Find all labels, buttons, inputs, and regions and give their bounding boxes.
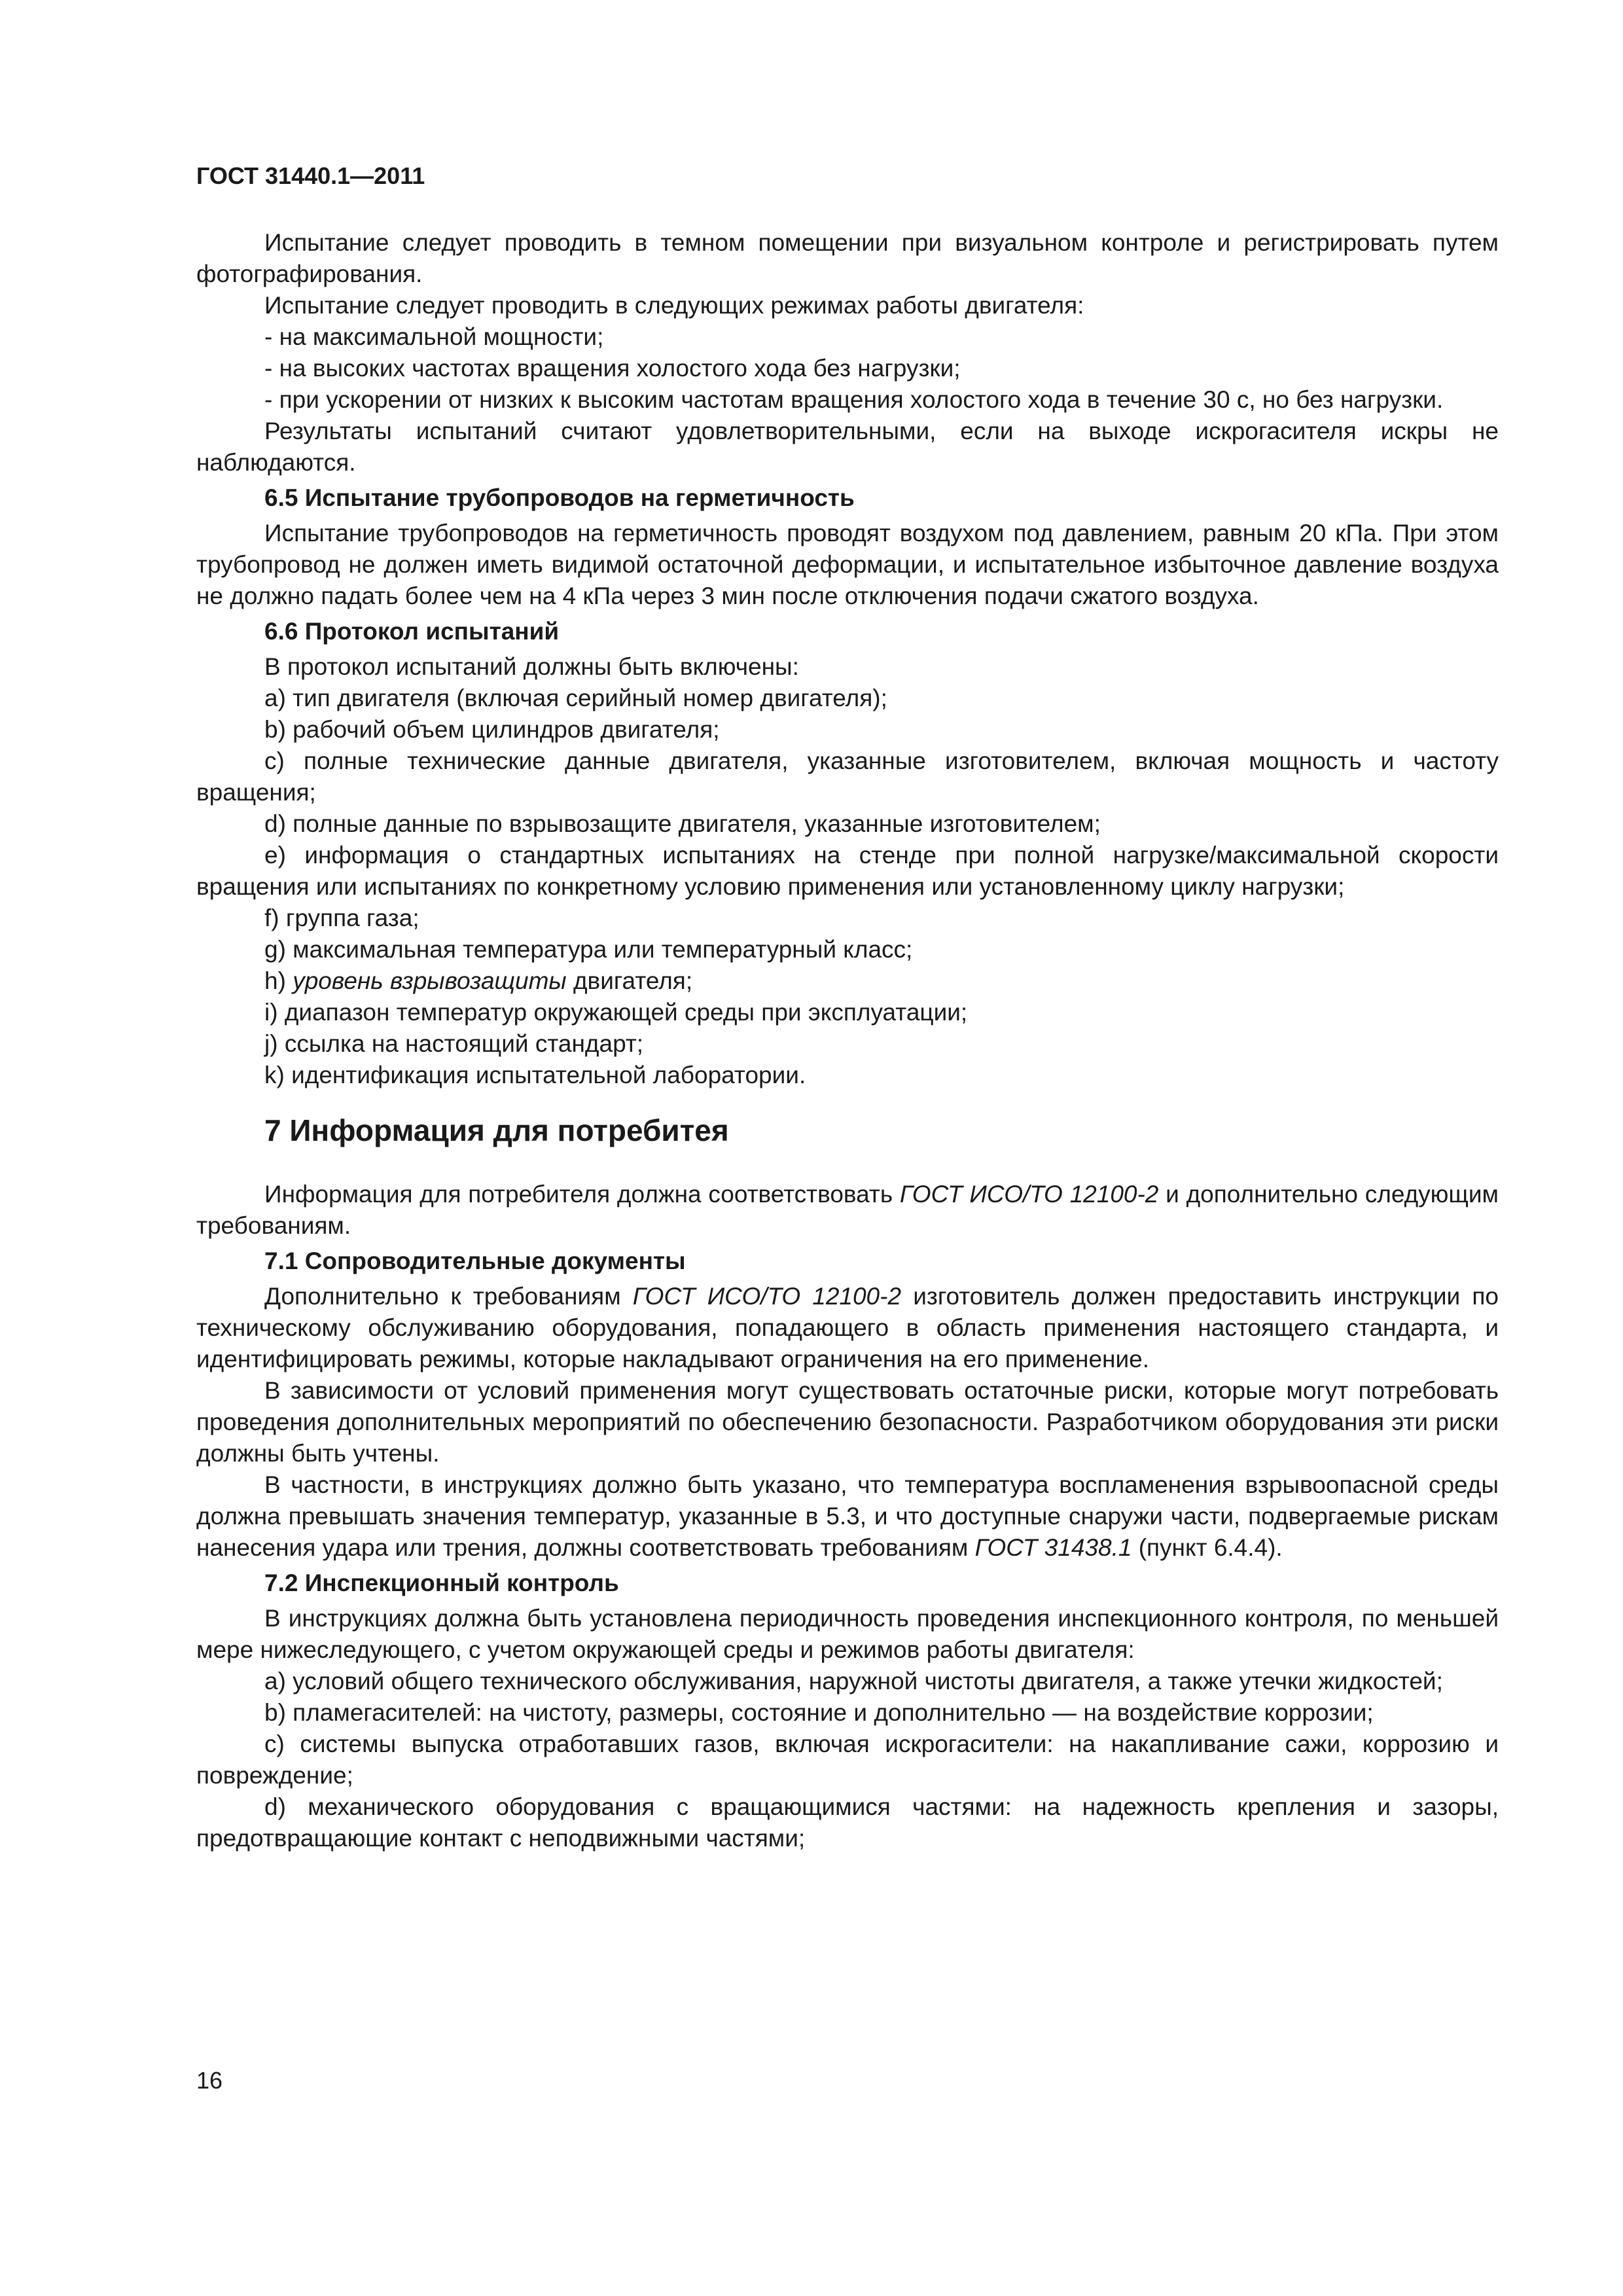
section-heading-7-1: 7.1 Сопроводительные документы: [264, 1247, 686, 1274]
list-item: [196, 965, 1499, 997]
section-heading-6-5: 6.5 Испытание трубопроводов на герметичность: [264, 484, 855, 511]
standard-reference: ГОСТ 31438.1: [974, 1534, 1132, 1561]
italic-term: уровень взрывозащиты: [293, 967, 567, 994]
text-run: Информация для потребителя должна соответствовать: [264, 1181, 900, 1208]
text-run: изготовитель должен предоставить инструкции по техническому обслуживанию оборудования, попадающего в область применения настоящего стандарта, и идентифицировать режимы, которые накладывают ограничения на его применение.: [196, 1283, 1499, 1372]
paragraph: В инструкциях должна быть установлена периодичность проведения инспекционного контроля, по меньшей мере нижеследующего, с учетом окружающей среды и режимов работы двигателя:: [196, 1605, 1499, 1663]
text-run: и дополнительно следующим требованиям.: [196, 1181, 1499, 1239]
paragraph: В протокол испытаний должны быть включены:: [264, 653, 799, 680]
list-item: k) идентификация испытательной лаборатории.: [264, 1062, 806, 1088]
paragraph: Испытание трубопроводов на герметичность проводят воздухом под давлением, равным 20 кПа. При этом трубопровод не должен иметь видимой остаточной деформации, и испытательное избыточное давление воздуха не должно падать более чем на 4 кПа через 3 мин после отключения подачи сжатого воздуха.: [196, 520, 1499, 609]
list-item: g) максимальная температура или температурный класс;: [264, 936, 913, 963]
list-item: - при ускорении от низких к высоким частотам вращения холостого хода в течение 30 с, но без нагрузки.: [264, 386, 1444, 413]
list-item: c) системы выпуска отработавших газов, включая искрогасители: на накапливание сажи, коррозию и повреждение;: [196, 1731, 1499, 1789]
list-item: i) диапазон температур окружающей среды при эксплуатации;: [264, 999, 968, 1026]
paragraph: [196, 1469, 1499, 1564]
text-run: (пункт 6.4.4).: [1132, 1534, 1283, 1561]
section-heading-7-2: 7.2 Инспекционный контроль: [264, 1570, 619, 1596]
list-item: b) пламегасителей: на чистоту, размеры, состояние и дополнительно — на воздействие коррозии;: [264, 1699, 1374, 1726]
document-header: ГОСТ 31440.1—2011: [196, 162, 425, 189]
text-run: Дополнительно к требованиям: [264, 1283, 633, 1310]
paragraph: Испытание следует проводить в следующих режимах работы двигателя:: [264, 292, 1084, 319]
paragraph: Результаты испытаний считают удовлетворительными, если на выходе искрогасителя искры не наблюдаются.: [196, 418, 1499, 476]
list-item: b) рабочий объем цилиндров двигателя;: [264, 716, 720, 743]
list-item-prefix: h): [264, 967, 293, 994]
paragraph: [196, 1281, 1499, 1375]
paragraph: [196, 1179, 1499, 1242]
standard-reference: ГОСТ ИСО/ТО 12100-2: [632, 1283, 902, 1310]
page-number: 16: [196, 2067, 223, 2094]
list-item: f) группа газа;: [264, 905, 419, 931]
section-heading-6-6: 6.6 Протокол испытаний: [264, 618, 560, 645]
list-item: - на высоких частотах вращения холостого хода без нагрузки;: [264, 355, 961, 382]
paragraph: В зависимости от условий применения могут существовать остаточные риски, которые могут потребовать проведения дополнительных мероприятий по обеспечению безопасности. Разработчиком оборудования эти риски должны быть учтены.: [196, 1377, 1499, 1467]
list-item: d) полные данные по взрывозащите двигателя, указанные изготовителем;: [264, 810, 1101, 837]
section-heading-7: 7 Информация для потребитея: [264, 1113, 729, 1147]
list-item: - на максимальной мощности;: [264, 323, 604, 350]
list-item: d) механического оборудования с вращающимися частями: на надежность крепления и зазоры, предотвращающие контакт с неподвижными частями;: [196, 1793, 1499, 1852]
text-run: В частности, в инструкциях должно быть указано, что температура воспламенения взрывоопасной среды должна превышать значения температур, указанные в 5.3, и что доступные снаружи части, подвергаемые рискам нанесения удара или трения, должны соответствовать требованиям: [196, 1471, 1499, 1561]
list-item: a) условий общего технического обслуживания, наружной чистоты двигателя, а также утечки жидкостей;: [264, 1668, 1443, 1695]
list-item-suffix: двигателя;: [566, 967, 693, 994]
list-item: j) ссылка на настоящий стандарт;: [264, 1030, 644, 1057]
list-item: a) тип двигателя (включая серийный номер двигателя);: [264, 685, 887, 711]
paragraph: Испытание следует проводить в темном помещении при визуальном контроле и регистрировать путем фотографирования.: [196, 229, 1499, 287]
standard-reference: ГОСТ ИСО/ТО 12100-2: [899, 1181, 1159, 1208]
list-item: c) полные технические данные двигателя, указанные изготовителем, включая мощность и частоту вращения;: [196, 747, 1499, 806]
document-page: [196, 160, 1499, 1854]
list-item: e) информация о стандартных испытаниях на стенде при полной нагрузке/максимальной скорости вращения или испытаниях по конкретному условию применения или установленному циклу нагрузки;: [196, 842, 1499, 900]
